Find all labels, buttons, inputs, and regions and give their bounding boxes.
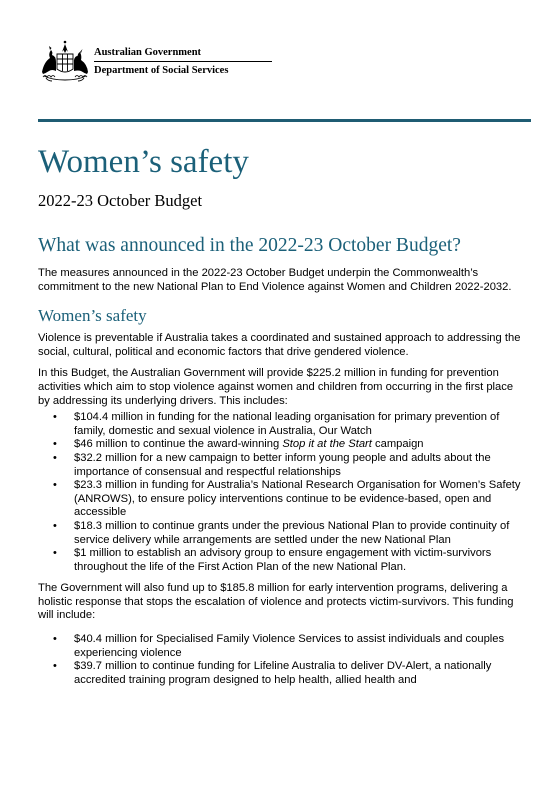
list-item: • $1 million to establish an advisory group to ensure engagement with victim-survivors throughout the life of the First Action Plan of the new National Plan. <box>38 547 522 574</box>
prevention-intro-paragraph: Violence is preventable if Australia takes a coordinated and sustained approach to addressing the social, cultural, political and economic factors that drive gendered violence. <box>38 332 521 358</box>
section-heading-announcement: What was announced in the 2022-23 October Budget? <box>38 235 461 256</box>
list-item <box>38 438 522 452</box>
list-item: • $23.3 million in funding for Australia’s National Research Organisation for Women’s Safety (ANROWS), to ensure policy interventions continue to be evidence-based, open and accessible <box>38 479 522 520</box>
list-item-text: $46 million to continue the award-winning <box>74 438 283 451</box>
list-item: • $104.4 million in funding for the national leading organisation for primary prevention of family, domestic and sexual violence in Australia, Our Watch <box>38 411 522 438</box>
section-heading-womens-safety: Women’s safety <box>38 306 147 326</box>
list-item: • $40.4 million for Specialised Family Violence Services to assist individuals and couples experiencing violence <box>38 633 522 660</box>
prevention-funding-list <box>38 411 522 574</box>
list-item-text-tail: campaign <box>371 438 424 451</box>
campaign-name: Stop it at the Start <box>282 438 372 451</box>
early-intervention-paragraph: The Government will also fund up to $185.8 million for early intervention programs, delivering a holistic response that stops the escalation of violence and protects victim-survivors. This funding will include: <box>38 582 514 622</box>
page-subtitle: 2022-23 October Budget <box>38 191 203 210</box>
announcement-paragraph: The measures announced in the 2022-23 October Budget underpin the Commonwealth’s commitment to the new National Plan to End Violence against Women and Children 2022-2032. <box>38 267 512 293</box>
list-item: • $32.2 million for a new campaign to better inform young people and adults about the importance of consensual and respectful relationships <box>38 452 522 479</box>
government-logo-block <box>38 38 258 84</box>
government-name: Australian Government <box>94 47 202 58</box>
prevention-funding-paragraph: In this Budget, the Australian Government will provide $225.2 million in funding for prevention activities which aim to stop violence against women and children from occurring in the first place by addressing its underlying drivers. This includes: <box>38 367 514 407</box>
page-title: Women’s safety <box>38 144 249 180</box>
department-name: Department of Social Services <box>94 65 229 76</box>
coat-of-arms-icon <box>38 38 92 84</box>
header-divider <box>94 61 272 62</box>
early-intervention-list <box>38 633 522 687</box>
document-body <box>38 142 522 687</box>
list-item: • $39.7 million to continue funding for Lifeline Australia to deliver DV-Alert, a nationally accredited training program designed to help health, allied health and <box>38 660 522 687</box>
header-rule <box>38 119 531 122</box>
list-item: • $18.3 million to continue grants under the previous National Plan to provide continuity of service delivery while arrangements are settled under the new National Plan <box>38 520 522 547</box>
